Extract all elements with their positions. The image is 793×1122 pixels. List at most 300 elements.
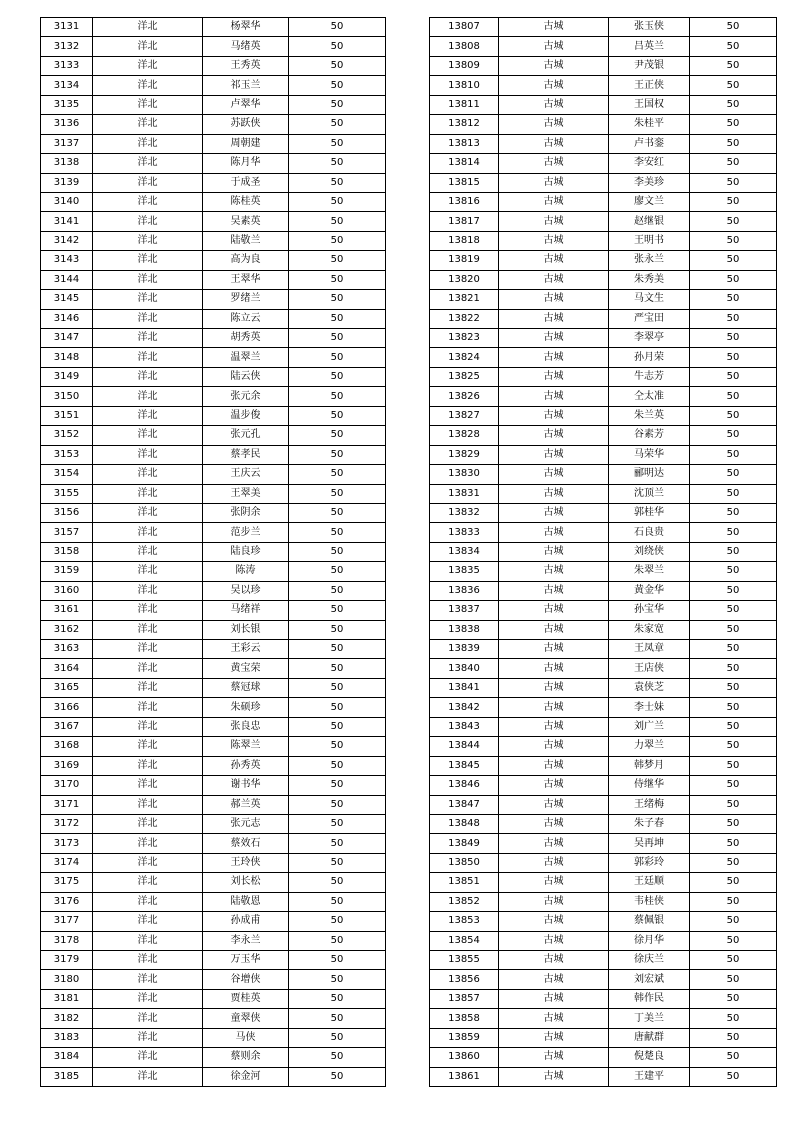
cell-amount: 50 [289,134,386,153]
cell-name: 吴再坤 [609,834,690,853]
cell-id: 3177 [41,912,93,931]
cell-amount: 50 [690,756,777,775]
cell-id: 13853 [430,912,499,931]
table-row [41,892,386,911]
cell-name: 卢翠华 [203,95,289,114]
table-row [41,56,386,75]
cell-id: 3153 [41,445,93,464]
table-row [430,1048,777,1067]
cell-id: 3181 [41,989,93,1008]
table-row [430,892,777,911]
table-row [430,970,777,989]
cell-name: 张永兰 [609,251,690,270]
cell-village: 古城 [499,912,609,931]
cell-amount: 50 [289,698,386,717]
cell-id: 13822 [430,309,499,328]
cell-amount: 50 [690,542,777,561]
cell-amount: 50 [289,717,386,736]
table-row [41,329,386,348]
cell-amount: 50 [690,76,777,95]
cell-village: 古城 [499,290,609,309]
cell-name: 袁侠芝 [609,678,690,697]
cell-id: 3162 [41,620,93,639]
cell-village: 古城 [499,192,609,211]
cell-name: 廖文兰 [609,192,690,211]
table-row [41,756,386,775]
cell-amount: 50 [289,309,386,328]
cell-name: 朱硕珍 [203,698,289,717]
cell-amount: 50 [690,814,777,833]
cell-village: 洋北 [93,970,203,989]
cell-name: 郦明达 [609,465,690,484]
cell-name: 侍继华 [609,776,690,795]
cell-id: 3147 [41,329,93,348]
cell-id: 13831 [430,484,499,503]
table-row [41,601,386,620]
cell-id: 3182 [41,1009,93,1028]
cell-village: 洋北 [93,601,203,620]
cell-name: 力翠兰 [609,737,690,756]
cell-village: 洋北 [93,115,203,134]
cell-name: 仝太准 [609,387,690,406]
cell-village: 洋北 [93,309,203,328]
cell-village: 古城 [499,231,609,250]
cell-name: 韩作民 [609,989,690,1008]
cell-name: 陈翠兰 [203,737,289,756]
cell-name: 韩梦月 [609,756,690,775]
cell-amount: 50 [690,329,777,348]
cell-name: 李永兰 [203,931,289,950]
cell-name: 徐金河 [203,1067,289,1086]
cell-village: 洋北 [93,542,203,561]
cell-name: 马绪祥 [203,601,289,620]
cell-name: 朱子春 [609,814,690,833]
table-row [430,678,777,697]
table-row [430,367,777,386]
cell-id: 13835 [430,562,499,581]
cell-amount: 50 [289,231,386,250]
cell-name: 万玉华 [203,951,289,970]
table-row [430,56,777,75]
cell-id: 3142 [41,231,93,250]
cell-amount: 50 [289,989,386,1008]
table-row [41,251,386,270]
table-row [41,659,386,678]
cell-amount: 50 [690,1067,777,1086]
cell-name: 徐庆兰 [609,951,690,970]
table-row [430,212,777,231]
cell-name: 王明书 [609,231,690,250]
cell-name: 张阴余 [203,503,289,522]
table-row [41,503,386,522]
cell-id: 3141 [41,212,93,231]
table-row [430,620,777,639]
table-row [430,173,777,192]
cell-id: 3149 [41,367,93,386]
cell-amount: 50 [690,18,777,37]
table-row [41,37,386,56]
cell-village: 洋北 [93,484,203,503]
cell-id: 13857 [430,989,499,1008]
cell-id: 13855 [430,951,499,970]
table-row [430,406,777,425]
cell-id: 13830 [430,465,499,484]
cell-village: 洋北 [93,134,203,153]
cell-id: 3133 [41,56,93,75]
table-row [430,989,777,1008]
cell-amount: 50 [289,776,386,795]
cell-village: 洋北 [93,1048,203,1067]
cell-village: 古城 [499,56,609,75]
cell-village: 洋北 [93,698,203,717]
cell-id: 13840 [430,659,499,678]
cell-id: 3179 [41,951,93,970]
table-row [430,640,777,659]
cell-name: 罗绪兰 [203,290,289,309]
cell-name: 吴素英 [203,212,289,231]
cell-name: 吴以珍 [203,581,289,600]
cell-name: 马侠 [203,1028,289,1047]
cell-id: 3139 [41,173,93,192]
cell-amount: 50 [690,581,777,600]
table-row [430,562,777,581]
cell-id: 13809 [430,56,499,75]
cell-amount: 50 [289,912,386,931]
table-row [41,367,386,386]
cell-village: 洋北 [93,406,203,425]
cell-amount: 50 [289,814,386,833]
table-row [430,581,777,600]
cell-village: 洋北 [93,659,203,678]
cell-amount: 50 [690,931,777,950]
cell-amount: 50 [690,465,777,484]
cell-amount: 50 [690,1048,777,1067]
cell-amount: 50 [690,620,777,639]
cell-id: 13829 [430,445,499,464]
table-row [41,212,386,231]
cell-id: 13851 [430,873,499,892]
table-row [430,251,777,270]
cell-village: 古城 [499,756,609,775]
cell-id: 13850 [430,853,499,872]
cell-amount: 50 [289,329,386,348]
cell-village: 洋北 [93,270,203,289]
cell-amount: 50 [289,95,386,114]
cell-village: 古城 [499,426,609,445]
cell-id: 3143 [41,251,93,270]
cell-name: 王绪梅 [609,795,690,814]
cell-village: 古城 [499,542,609,561]
cell-id: 13827 [430,406,499,425]
cell-id: 3154 [41,465,93,484]
cell-village: 洋北 [93,1009,203,1028]
cell-id: 13808 [430,37,499,56]
table-row [430,659,777,678]
cell-name: 朱家宽 [609,620,690,639]
cell-amount: 50 [690,387,777,406]
cell-id: 13841 [430,678,499,697]
cell-amount: 50 [289,756,386,775]
cell-amount: 50 [690,154,777,173]
table-row [41,192,386,211]
cell-village: 洋北 [93,465,203,484]
cell-id: 3170 [41,776,93,795]
cell-amount: 50 [690,56,777,75]
cell-village: 古城 [499,620,609,639]
cell-id: 13818 [430,231,499,250]
cell-name: 高为良 [203,251,289,270]
table-row [430,465,777,484]
cell-village: 古城 [499,737,609,756]
cell-id: 3159 [41,562,93,581]
cell-amount: 50 [289,154,386,173]
right-roster-table [429,17,777,1087]
cell-village: 洋北 [93,426,203,445]
cell-village: 古城 [499,37,609,56]
cell-amount: 50 [289,270,386,289]
table-row [430,231,777,250]
table-row [430,542,777,561]
cell-id: 3135 [41,95,93,114]
cell-amount: 50 [289,601,386,620]
cell-amount: 50 [289,76,386,95]
cell-id: 3168 [41,737,93,756]
cell-id: 3169 [41,756,93,775]
cell-id: 13812 [430,115,499,134]
cell-village: 古城 [499,1028,609,1047]
cell-amount: 50 [289,18,386,37]
cell-name: 苏跃侠 [203,115,289,134]
cell-amount: 50 [289,56,386,75]
cell-name: 陈桂英 [203,192,289,211]
cell-name: 唐献群 [609,1028,690,1047]
table-row [430,154,777,173]
right-roster-body [430,18,777,1087]
table-row [430,309,777,328]
cell-amount: 50 [690,951,777,970]
cell-village: 古城 [499,18,609,37]
table-row [41,115,386,134]
table-row [430,931,777,950]
cell-name: 陆云侠 [203,367,289,386]
cell-id: 13846 [430,776,499,795]
cell-amount: 50 [289,737,386,756]
cell-amount: 50 [289,445,386,464]
cell-amount: 50 [690,601,777,620]
cell-id: 3158 [41,542,93,561]
table-row [430,329,777,348]
cell-village: 洋北 [93,445,203,464]
cell-village: 古城 [499,717,609,736]
cell-amount: 50 [690,737,777,756]
table-row [430,737,777,756]
cell-amount: 50 [289,387,386,406]
table-row [41,620,386,639]
cell-name: 蔡则余 [203,1048,289,1067]
cell-village: 洋北 [93,814,203,833]
cell-amount: 50 [690,290,777,309]
cell-name: 孙宝华 [609,601,690,620]
cell-id: 3137 [41,134,93,153]
cell-village: 古城 [499,659,609,678]
cell-village: 洋北 [93,756,203,775]
cell-name: 马荣华 [609,445,690,464]
cell-amount: 50 [690,873,777,892]
cell-village: 古城 [499,523,609,542]
cell-name: 陈月华 [203,154,289,173]
table-row [41,912,386,931]
cell-name: 黄金华 [609,581,690,600]
cell-id: 3131 [41,18,93,37]
cell-name: 徐月华 [609,931,690,950]
cell-id: 13834 [430,542,499,561]
cell-village: 洋北 [93,212,203,231]
left-roster-table [40,17,386,1087]
table-row [41,290,386,309]
cell-name: 石良贵 [609,523,690,542]
table-row [430,270,777,289]
left-roster-body [41,18,386,1087]
cell-village: 洋北 [93,853,203,872]
cell-id: 13856 [430,970,499,989]
cell-amount: 50 [289,37,386,56]
cell-id: 3173 [41,834,93,853]
cell-id: 3156 [41,503,93,522]
table-row [430,445,777,464]
cell-name: 郭桂华 [609,503,690,522]
table-row [41,737,386,756]
cell-id: 3155 [41,484,93,503]
cell-village: 古城 [499,581,609,600]
cell-name: 蔡冠球 [203,678,289,697]
cell-id: 3185 [41,1067,93,1086]
cell-village: 洋北 [93,717,203,736]
cell-name: 严宝田 [609,309,690,328]
cell-name: 韦桂侠 [609,892,690,911]
cell-village: 洋北 [93,290,203,309]
table-row [430,912,777,931]
cell-id: 3138 [41,154,93,173]
cell-id: 3172 [41,814,93,833]
cell-amount: 50 [289,212,386,231]
cell-id: 3164 [41,659,93,678]
cell-village: 古城 [499,834,609,853]
cell-amount: 50 [690,309,777,328]
cell-name: 胡秀英 [203,329,289,348]
cell-amount: 50 [289,1009,386,1028]
cell-name: 张元余 [203,387,289,406]
cell-id: 3167 [41,717,93,736]
cell-name: 王店侠 [609,659,690,678]
cell-village: 古城 [499,1009,609,1028]
cell-id: 13844 [430,737,499,756]
table-row [430,951,777,970]
cell-name: 朱秀美 [609,270,690,289]
cell-amount: 50 [289,659,386,678]
cell-village: 洋北 [93,892,203,911]
table-row [430,853,777,872]
table-row [41,698,386,717]
cell-village: 古城 [499,776,609,795]
table-row [430,426,777,445]
cell-amount: 50 [690,698,777,717]
cell-name: 陆敬兰 [203,231,289,250]
cell-id: 13813 [430,134,499,153]
cell-village: 洋北 [93,678,203,697]
cell-amount: 50 [289,406,386,425]
table-row [41,484,386,503]
cell-village: 洋北 [93,737,203,756]
cell-village: 古城 [499,173,609,192]
cell-id: 3148 [41,348,93,367]
cell-amount: 50 [289,970,386,989]
table-row [41,678,386,697]
table-row [430,1067,777,1086]
cell-amount: 50 [289,562,386,581]
cell-name: 刘长松 [203,873,289,892]
cell-village: 古城 [499,892,609,911]
cell-id: 3151 [41,406,93,425]
cell-amount: 50 [289,426,386,445]
cell-id: 13847 [430,795,499,814]
cell-id: 13849 [430,834,499,853]
cell-village: 古城 [499,1067,609,1086]
cell-name: 王秀英 [203,56,289,75]
cell-amount: 50 [690,776,777,795]
table-row [41,640,386,659]
cell-amount: 50 [690,678,777,697]
cell-name: 牛志芳 [609,367,690,386]
cell-name: 刘宏斌 [609,970,690,989]
cell-id: 3145 [41,290,93,309]
cell-amount: 50 [690,834,777,853]
cell-id: 13810 [430,76,499,95]
cell-amount: 50 [289,678,386,697]
table-row [41,951,386,970]
cell-name: 丁美兰 [609,1009,690,1028]
cell-village: 洋北 [93,562,203,581]
cell-id: 3178 [41,931,93,950]
table-row [430,290,777,309]
cell-name: 刘广兰 [609,717,690,736]
cell-amount: 50 [289,853,386,872]
cell-amount: 50 [289,367,386,386]
table-row [430,76,777,95]
table-row [430,776,777,795]
cell-village: 洋北 [93,931,203,950]
cell-name: 祁玉兰 [203,76,289,95]
cell-name: 周朝建 [203,134,289,153]
cell-village: 古城 [499,445,609,464]
table-row [430,484,777,503]
cell-id: 13807 [430,18,499,37]
cell-village: 洋北 [93,503,203,522]
cell-id: 3180 [41,970,93,989]
cell-village: 古城 [499,367,609,386]
cell-village: 洋北 [93,523,203,542]
cell-village: 洋北 [93,912,203,931]
cell-village: 古城 [499,503,609,522]
table-row [41,348,386,367]
cell-id: 3175 [41,873,93,892]
cell-amount: 50 [690,1009,777,1028]
cell-amount: 50 [690,523,777,542]
cell-id: 13811 [430,95,499,114]
cell-id: 13832 [430,503,499,522]
cell-name: 沈顶兰 [609,484,690,503]
table-row [41,154,386,173]
cell-name: 吕英兰 [609,37,690,56]
